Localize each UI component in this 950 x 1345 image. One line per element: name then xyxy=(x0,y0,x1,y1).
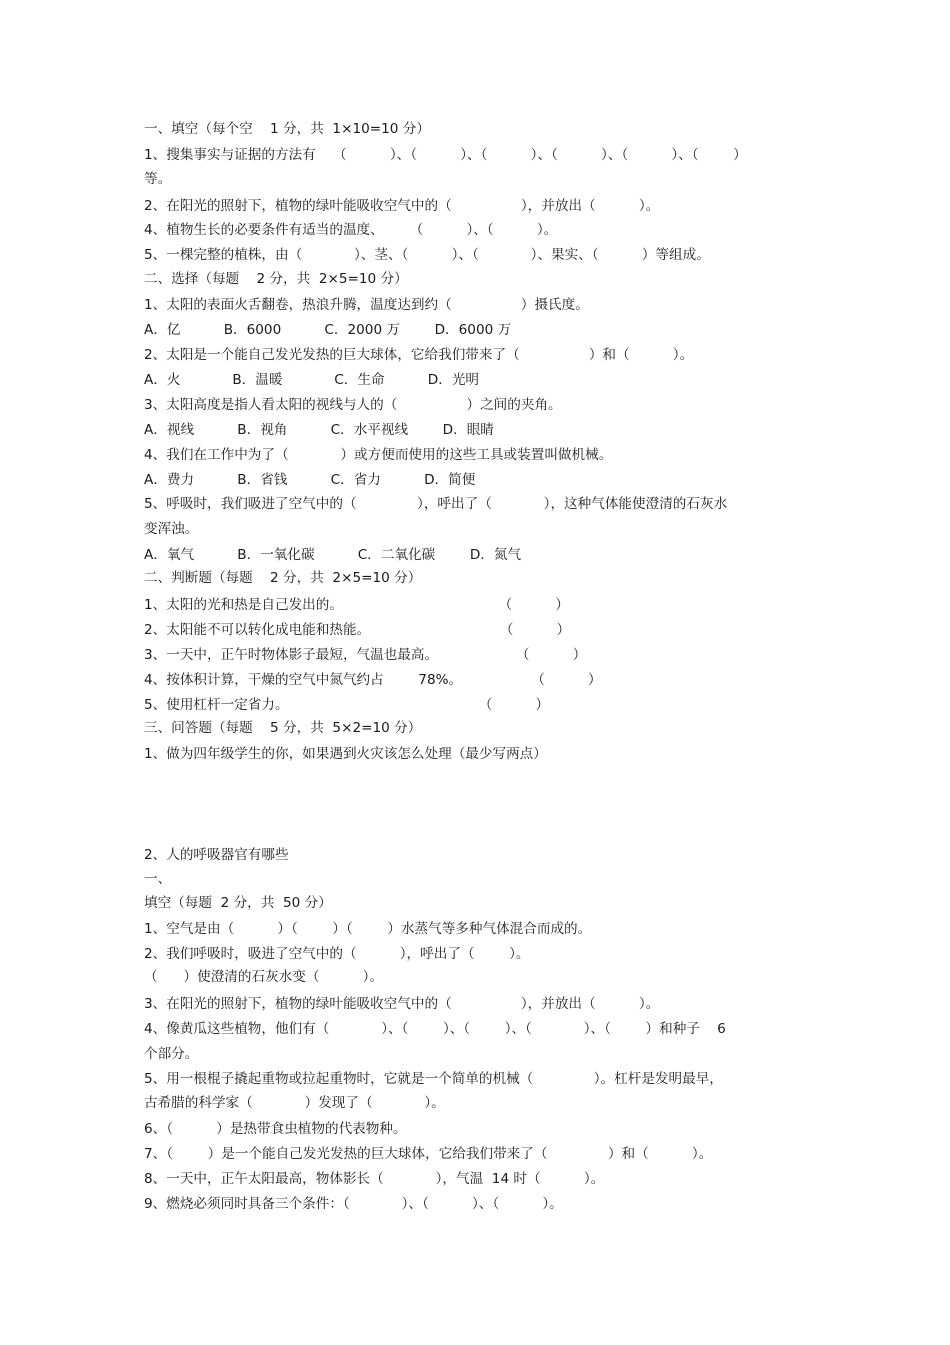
section-heading: 二、选择（每题 2 分，共 2×5=10 分） xyxy=(144,271,408,287)
section-heading: 一、填空（每个空 1 分，共 1×10=10 分） xyxy=(144,121,430,137)
option-line: A．费力 B．省钱 C．省力 D．简便 xyxy=(144,472,476,488)
question-line: 5、用一根棍子撬起重物或拉起重物时，它就是一个简单的机械（ ）。杠杆是发明最早， xyxy=(144,1071,723,1087)
question-line: 2、我们呼吸时，吸进了空气中的（ ），呼出了（ ）。 xyxy=(144,946,530,962)
question-line: 9、燃烧必须同时具备三个条件：（ ）、（ ）、（ ）。 xyxy=(144,1196,563,1212)
question-line: 4、像黄瓜这些植物，他们有（ ）、（ ）、（ ）、（ ）、（ ）和种子 6 xyxy=(144,1021,726,1037)
question-line: 个部分。 xyxy=(144,1046,199,1062)
judgement-line: 1、太阳的光和热是自己发出的。 （ ） xyxy=(144,597,569,613)
question-line: 等。 xyxy=(144,171,172,187)
question-line: 1、太阳的表面火舌翻卷，热浪升腾，温度达到约（ ）摄氏度。 xyxy=(144,297,589,313)
judgement-line: 5、使用杠杆一定省力。 （ ） xyxy=(144,697,550,713)
question-line: 3、在阳光的照射下，植物的绿叶能吸收空气中的（ ），并放出（ ）。 xyxy=(144,996,660,1012)
question-line: 3、太阳高度是指人看太阳的视线与人的（ ）之间的夹角。 xyxy=(144,397,562,413)
question-line: 5、呼吸时，我们吸进了空气中的（ ），呼出了（ ），这种气体能使澄清的石灰水 xyxy=(144,496,728,512)
question-line: （ ）使澄清的石灰水变（ ）。 xyxy=(144,969,384,985)
section-heading: 三、问答题（每题 5 分，共 5×2=10 分） xyxy=(144,720,422,736)
question-line: 变浑浊。 xyxy=(144,521,199,537)
section-heading: 二、判断题（每题 2 分，共 2×5=10 分） xyxy=(144,570,422,586)
question-line: 2、人的呼吸器官有哪些 xyxy=(144,847,289,863)
question-line: 6、（ ）是热带食虫植物的代表物种。 xyxy=(144,1121,407,1137)
option-line: A．火 B．温暖 C．生命 D．光明 xyxy=(144,372,480,388)
question-line: 7、（ ）是一个能自己发光发热的巨大球体，它给我们带来了（ ）和（ ）。 xyxy=(144,1146,713,1162)
question-line: 1、搜集事实与证据的方法有 （ ）、（ ）、（ ）、（ ）、（ ）、（ ） xyxy=(144,147,747,163)
section-heading: 一、 xyxy=(144,871,172,887)
option-line: A．视线 B．视角 C．水平视线 D．眼睛 xyxy=(144,422,494,438)
section-heading: 填空（每题 2 分，共 50 分） xyxy=(144,895,332,911)
question-line: 2、在阳光的照射下，植物的绿叶能吸收空气中的（ ），并放出（ ）。 xyxy=(144,198,660,214)
judgement-line: 3、一天中，正午时物体影子最短，气温也最高。 （ ） xyxy=(144,647,587,663)
question-line: 1、做为四年级学生的你，如果遇到火灾该怎么处理（最少写两点） xyxy=(144,746,547,762)
judgement-line: 2、太阳能不可以转化成电能和热能。 （ ） xyxy=(144,622,571,638)
question-line: 4、我们在工作中为了（ ）或方便而使用的这些工具或装置叫做机械。 xyxy=(144,447,613,463)
option-line: A．氧气 B．一氧化碳 C．二氧化碳 D．氮气 xyxy=(144,547,522,563)
question-line: 4、植物生长的必要条件有适当的温度、 （ ）、（ ）。 xyxy=(144,222,558,238)
question-line: 8、一天中，正午太阳最高，物体影长（ ），气温 14 时（ ）。 xyxy=(144,1171,605,1187)
judgement-line: 4、按体积计算，干燥的空气中氮气约占 78%。 （ ） xyxy=(144,672,602,688)
question-line: 2、太阳是一个能自己发光发热的巨大球体，它给我们带来了（ ）和（ ）。 xyxy=(144,347,694,363)
question-line: 古希腊的科学家（ ）发现了（ ）。 xyxy=(144,1095,445,1111)
option-line: A．亿 B．6000 C．2000 万 D．6000 万 xyxy=(144,322,512,338)
question-line: 1、空气是由（ ）（ ）（ ）水蒸气等多种气体混合而成的。 xyxy=(144,921,592,937)
question-line: 5、一棵完整的植株，由（ ）、茎、（ ）、（ ）、果实、（ ）等组成。 xyxy=(144,247,710,263)
